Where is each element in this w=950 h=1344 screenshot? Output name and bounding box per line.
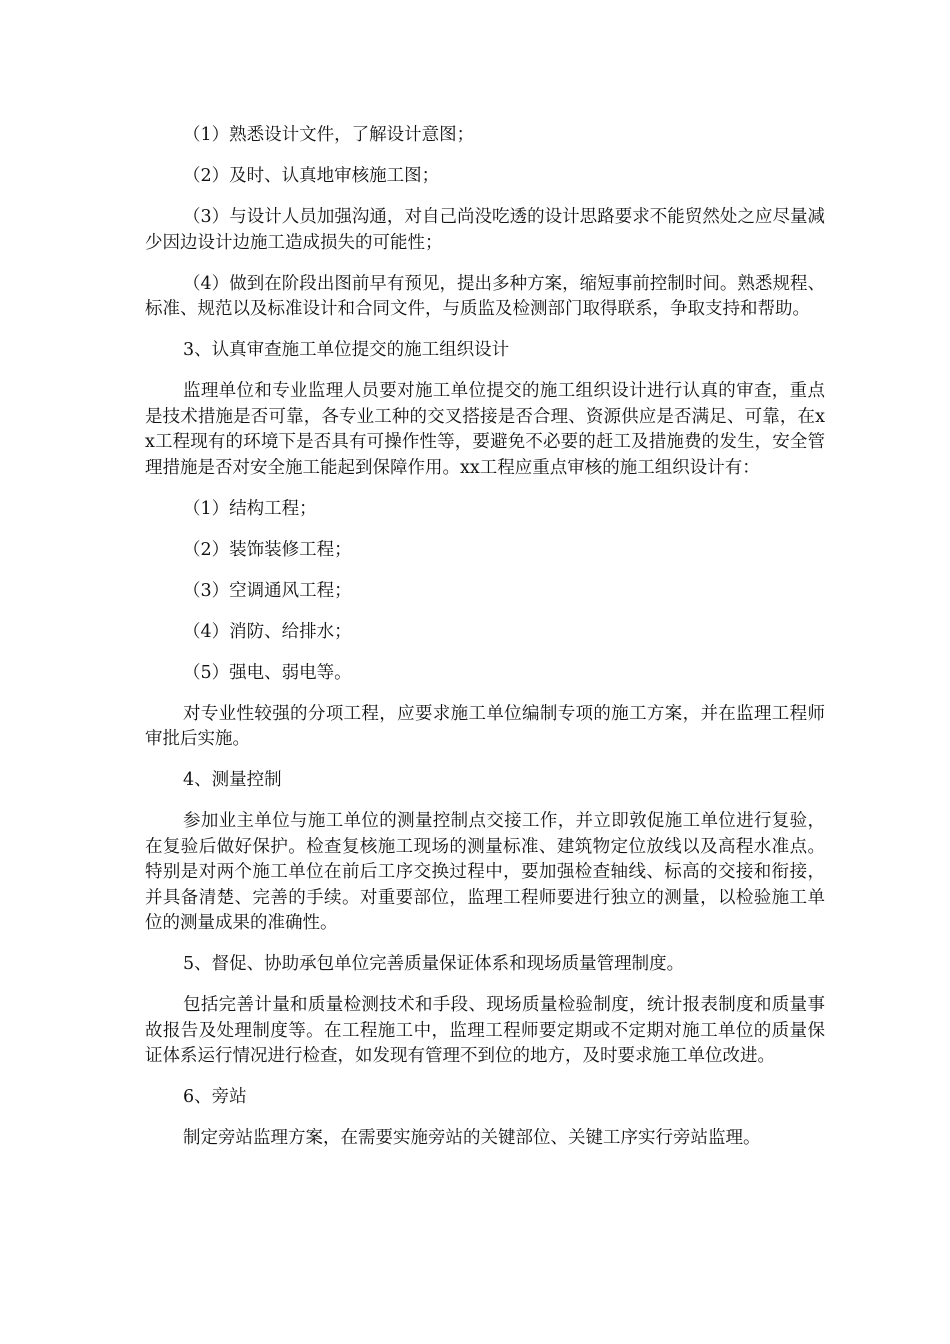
list-item-communication: （3）与设计人员加强沟通，对自己尚没吃透的设计思路要求不能贸然处之应尽量减少因边设计边施工造成损失的可能性；: [145, 207, 825, 253]
section-heading-6: 6、旁站: [183, 1087, 247, 1107]
list-item-design-docs: （1）熟悉设计文件，了解设计意图；: [183, 125, 475, 145]
list-item-fire-plumbing: （4）消防、给排水；: [183, 621, 352, 642]
list-item-foresight: （4）做到在阶段出图前早有预见，提出多种方案，缩短事前控制时间。熟悉规程、标准、规范以及标准设计和合同文件，与质监及检测部门取得联系，争取支持和帮助。: [145, 273, 825, 319]
section-heading-4: 4、测量控制: [183, 770, 282, 790]
list-item-structure: （1）结构工程；: [183, 498, 317, 519]
section-4-body: 参加业主单位与施工单位的测量控制点交接工作，并立即敦促施工单位进行复验，在复验后做好保护。检查复核施工现场的测量标准、建筑物定位放线以及高程水准点。特别是对两个施工单位在前后工序交换过程中，要加强检查轴线、标高的交接和衔接，并具备清楚、完善的手续。对重要部位，监理工程师要进行独立的测量，以检验施工单位的测量成果的准确性。: [145, 811, 825, 933]
list-item-decoration: （2）装饰装修工程；: [183, 539, 352, 560]
document-body: [145, 123, 825, 1152]
section-heading-3: 3、认真审查施工单位提交的施工组织设计: [183, 340, 510, 360]
section-6-body: 制定旁站监理方案，在需要实施旁站的关键部位、关键工序实行旁站监理。: [183, 1128, 761, 1148]
list-item-electrical: （5）强电、弱电等。: [183, 662, 352, 683]
list-item-review-drawings: （2）及时、认真地审核施工图；: [183, 166, 440, 186]
list-item-hvac: （3）空调通风工程；: [183, 580, 352, 601]
section-3-note: 对专业性较强的分项工程，应要求施工单位编制专项的施工方案，并在监理工程师审批后实施。: [145, 703, 825, 749]
section-5-body: 包括完善计量和质量检测技术和手段、现场质量检验制度，统计报表制度和质量事故报告及处理制度等。在工程施工中，监理工程师要定期或不定期对施工单位的质量保证体系运行情况进行检查，如发现有管理不到位的地方，及时要求施工单位改进。: [145, 995, 825, 1066]
section-3-body: 监理单位和专业监理人员要对施工单位提交的施工组织设计进行认真的审查，重点是技术措施是否可靠，各专业工种的交叉搭接是否合理、资源供应是否满足、可靠，在xx工程现有的环境下是否具有可操作性等，要避免不必要的赶工及措施费的发生，安全管理措施是否对安全施工能起到保障作用。xx工程应重点审核的施工组织设计有：: [145, 381, 825, 478]
section-heading-5: 5、督促、协助承包单位完善质量保证体系和现场质量管理制度。: [183, 954, 685, 974]
